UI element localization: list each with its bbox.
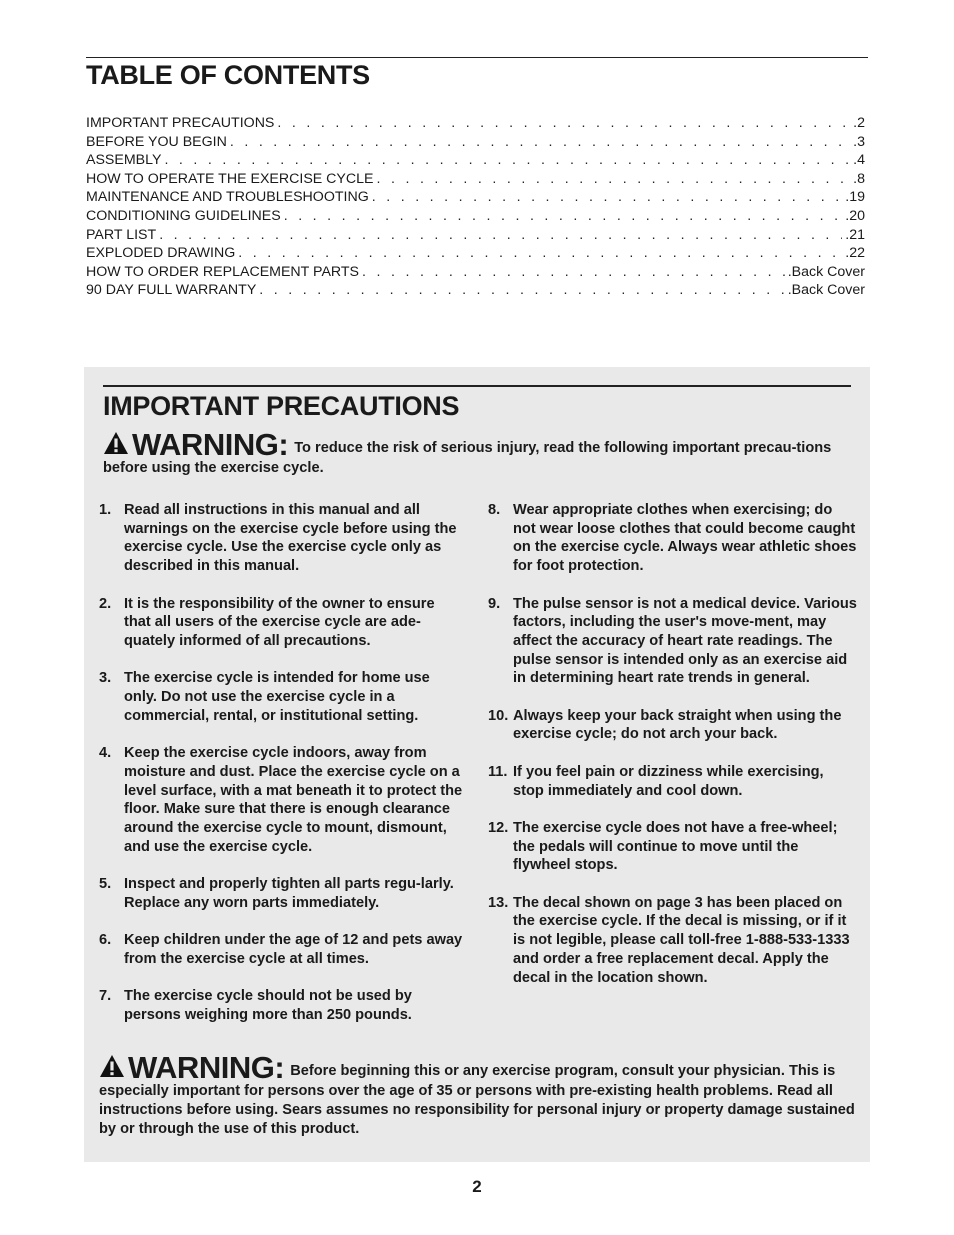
warning-text: Before beginning this or any exercise program, consult your physician. This is especially important for persons over the age of 35 or persons with pre-existing health problems. Read all instructions before using. Sears assumes no responsibility for personal injury or property damage sustained by or through the use of this product.	[99, 1063, 855, 1137]
toc-entry[interactable]	[86, 263, 865, 282]
precaution-item	[99, 987, 464, 1024]
toc-entry-label: HOW TO OPERATE THE EXERCISE CYCLE	[86, 170, 374, 187]
precaution-text: If you feel pain or dizziness while exercising, stop immediately and cool down.	[513, 763, 824, 799]
toc-entry-page: .2	[853, 115, 865, 131]
precaution-text: Keep children under the age of 12 and pets away from the exercise cycle at all times.	[124, 932, 463, 967]
toc-entry[interactable]	[86, 188, 865, 207]
toc-title: TABLE OF CONTENTS	[86, 60, 370, 90]
precaution-number: 2.	[99, 595, 112, 612]
precaution-text: Always keep your back straight when using the exercise cycle; do not arch your back.	[513, 707, 842, 743]
toc-entry[interactable]	[86, 281, 865, 300]
precaution-number: 10.	[488, 707, 509, 724]
toc-entry-page: .20	[845, 207, 865, 224]
precaution-item	[99, 595, 464, 651]
precaution-text: Read all instructions in this manual and all warnings on the exercise cycle before using the exercise cycle. Use the exercise cycle only as described in this manual.	[124, 502, 457, 575]
toc-entry[interactable]	[86, 226, 865, 245]
toc-entry-page: .22	[845, 245, 865, 262]
precaution-text: Inspect and properly tighten all parts regu-larly. Replace any worn parts immediately.	[124, 876, 454, 911]
precaution-number: 7.	[99, 988, 112, 1005]
toc-entry-page: .4	[853, 152, 865, 169]
precaution-number: 11.	[488, 763, 508, 780]
toc-leader-dots	[159, 226, 842, 245]
toc-entry-label: PART LIST	[86, 226, 157, 243]
toc-entry[interactable]	[86, 207, 865, 226]
toc-leader-dots	[230, 133, 850, 152]
precaution-text: The pulse sensor is not a medical device. Various factors, including the user's move-ment, may affect the accuracy of heart rate readings. The pulse sensor is intended only as an exercise aid in determining heart rate trends in general.	[513, 595, 857, 687]
warning-text: To reduce the risk of serious injury, read the following important precau-tions before using the exercise cycle.	[103, 440, 832, 476]
precaution-text: It is the responsibility of the owner to ensure that all users of the exercise cycle are ade-quately informed of all precautions.	[124, 595, 435, 649]
precaution-text: The decal shown on page 3 has been placed on the exercise cycle. If the decal is missing, or if it is not legible, please call toll-free 1-888-533-1333 and order a free replacement decal. Apply the decal in the location shown.	[513, 894, 850, 986]
precaution-number: 6.	[99, 932, 112, 949]
warning-label: WARNING:	[132, 427, 289, 462]
precautions-column-right	[488, 501, 858, 1006]
precaution-text: The exercise cycle does not have a free-wheel; the pedals will continue to move until the flywheel stops.	[513, 819, 838, 874]
warning-triangle-icon	[99, 1054, 125, 1078]
toc-entry-page: .Back Cover	[787, 282, 865, 299]
precaution-item	[99, 669, 464, 725]
precaution-number: 13.	[488, 894, 509, 911]
toc-leader-dots	[377, 170, 851, 189]
precautions-column-left	[99, 501, 464, 1043]
toc-leader-dots	[164, 151, 850, 170]
precaution-item	[99, 501, 464, 576]
toc-leader-dots	[238, 244, 842, 263]
precaution-item	[99, 931, 464, 968]
toc-entry[interactable]	[86, 151, 865, 170]
toc-leader-dots	[259, 281, 784, 300]
precaution-text: Wear appropriate clothes when exercising; do not wear loose clothes that could become caught on the exercise cycle. Always wear athletic shoes for foot protection.	[513, 502, 857, 575]
precautions-top-rule	[103, 385, 851, 387]
precaution-number: 1.	[99, 502, 112, 518]
precaution-item	[488, 763, 858, 800]
warning-triangle-icon	[103, 431, 129, 455]
toc-entry-label: 90 DAY FULL WARRANTY	[86, 282, 257, 299]
toc-entry-label: ASSEMBLY	[86, 152, 162, 169]
warning-label: WARNING:	[128, 1050, 285, 1085]
toc-entry-page: .8	[853, 170, 865, 187]
precaution-item	[488, 707, 858, 744]
toc-leader-dots	[362, 263, 785, 282]
toc-entry[interactable]	[86, 114, 865, 133]
toc-entry-label: BEFORE YOU BEGIN	[86, 133, 227, 150]
toc-list	[86, 114, 865, 300]
precaution-item	[488, 501, 858, 576]
toc-entry-page: .Back Cover	[787, 263, 865, 280]
toc-entry-label: HOW TO ORDER REPLACEMENT PARTS	[86, 263, 360, 280]
toc-entry-label: CONDITIONING GUIDELINES	[86, 207, 281, 224]
toc-entry-page: .3	[853, 133, 865, 150]
toc-leader-dots	[277, 114, 850, 133]
precaution-number: 9.	[488, 595, 501, 612]
toc-entry[interactable]	[86, 244, 865, 263]
precaution-item	[488, 894, 858, 988]
warning-top	[103, 427, 843, 478]
precaution-number: 5.	[99, 876, 112, 892]
precaution-item	[99, 875, 464, 912]
precaution-number: 12.	[488, 819, 509, 836]
precaution-number: 3.	[99, 670, 112, 687]
toc-leader-dots	[284, 207, 843, 226]
precaution-item	[488, 595, 858, 689]
toc-entry-label: IMPORTANT PRECAUTIONS	[86, 115, 275, 131]
precaution-text: Keep the exercise cycle indoors, away from moisture and dust. Place the exercise cycle on a level surface, with a mat beneath it to protect the floor. Make sure that there is enough clearance around the exercise cycle to mount, dismount, and use the exercise cycle.	[124, 745, 463, 855]
toc-leader-dots	[372, 188, 843, 207]
precaution-number: 4.	[99, 745, 112, 762]
toc-entry-page: .19	[845, 189, 865, 206]
warning-bottom	[99, 1050, 859, 1139]
page-number: 2	[472, 1177, 482, 1196]
precaution-text: The exercise cycle should not be used by persons weighing more than 250 pounds.	[124, 988, 412, 1023]
toc-entry-label: MAINTENANCE AND TROUBLESHOOTING	[86, 189, 369, 206]
precaution-item	[99, 744, 464, 856]
toc-entry[interactable]	[86, 170, 865, 189]
precautions-panel	[84, 367, 870, 1162]
precaution-number: 8.	[488, 502, 501, 518]
precaution-text: The exercise cycle is intended for home use only. Do not use the exercise cycle in a commercial, rental, or institutional setting.	[124, 670, 430, 724]
toc-entry[interactable]	[86, 133, 865, 152]
toc-entry-label: EXPLODED DRAWING	[86, 245, 236, 262]
precautions-title: IMPORTANT PRECAUTIONS	[103, 391, 460, 421]
precaution-item	[488, 819, 858, 875]
toc-entry-page: .21	[845, 226, 865, 243]
